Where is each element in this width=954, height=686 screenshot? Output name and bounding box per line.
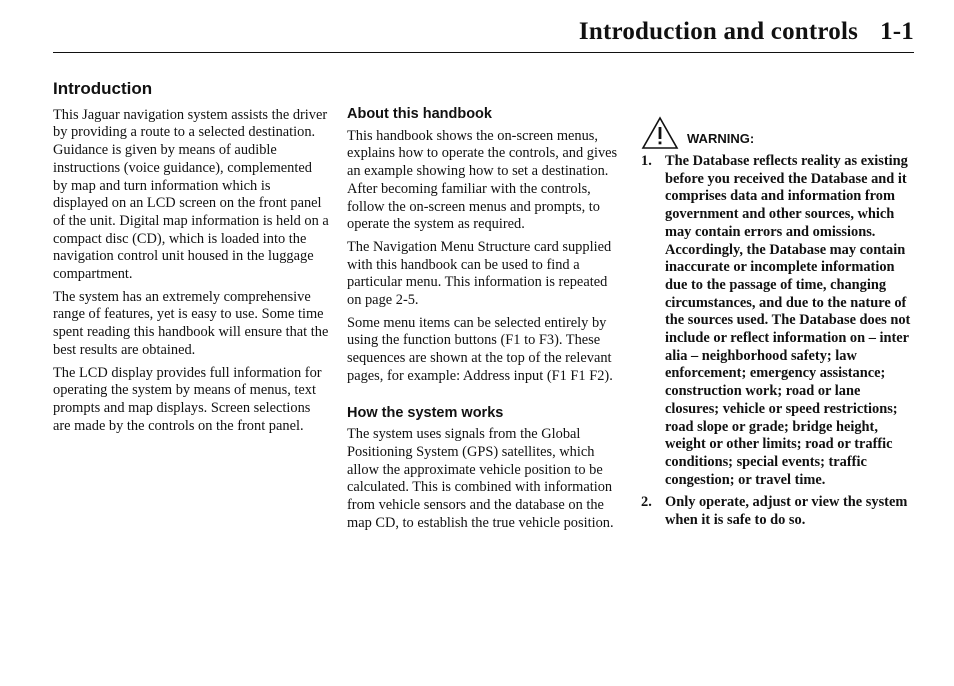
header-rule xyxy=(53,52,914,53)
warning-header xyxy=(641,114,917,150)
sub-heading-how-it-works: How the system works xyxy=(347,404,504,421)
paragraph: The system has an extremely comprehensive range of features, yet is easy to use. Some time spent reading this handbook will ensure that the best results are obtained. xyxy=(53,288,329,358)
warning-triangle-icon xyxy=(641,116,679,150)
warning-list xyxy=(641,153,917,530)
paragraph: This handbook shows the on-screen menus, explains how to operate the controls, and gives an example showing how to set a destination. After becoming familiar with the controls, follow the on-screen menus and prompts, to operate the system as required. xyxy=(347,127,618,233)
paragraph: Some menu items can be selected entirely by using the function buttons (F1 to F3). These sequences are shown at the top of the relevant pages, for example: Address input (F1 F1 F2). xyxy=(347,314,613,384)
page-number: 1-1 xyxy=(880,18,914,45)
list-item-number: 2. xyxy=(641,494,652,511)
paragraph: The LCD display provides full information for operating the system by means of menus, text prompts and map displays. Screen selections are made by the controls on the front panel. xyxy=(53,364,322,434)
sub-heading-about: About this handbook xyxy=(347,106,492,122)
column-introduction xyxy=(53,80,329,440)
page-title: Introduction and controls xyxy=(578,18,859,45)
column-warning xyxy=(641,114,917,535)
paragraph: The system uses signals from the Global Positioning System (GPS) satellites, which allow the approximate vehicle position to be calculated. This is combined with information from vehicle sensors and the database on the map CD, to establish the true vehicle position. xyxy=(347,426,614,531)
section-heading-introduction: Introduction xyxy=(53,79,153,98)
list-item-number: 1. xyxy=(641,153,652,169)
list-item xyxy=(641,494,917,529)
warning-label: WARNING: xyxy=(687,131,755,147)
column-handbook xyxy=(347,106,623,537)
list-item xyxy=(641,153,917,489)
page-header xyxy=(579,18,914,46)
list-item-text: Only operate, adjust or view the system when it is safe to do so. xyxy=(665,494,908,529)
list-item-text: The Database reflects reality as existing before you received the Database and it comprises data and information from government and other sources, which may contain errors and omissions. Accordingly, the Database may contain inaccurate or incomplete information due to the passage of time, changing circumstances, and due to the nature of the sources used. The Database does not include or reflect information on – inter alia – neighborhood safety; law enforcement; emergency assistance; construction work; road or lane closures; vehicle or speed restrictions; road slope or grade; bridge height, weight or other limits; road or traffic conditions; special events; traffic congestion; or travel time. xyxy=(665,153,911,488)
paragraph: The Navigation Menu Structure card supplied with this handbook can be used to find a particular menu. This information is repeated on page 2-5. xyxy=(347,238,612,309)
paragraph: This Jaguar navigation system assists the driver by providing a route to a selected destination. Guidance is given by means of audible instructions (voice guidance), complemented by map and turn information which is displayed on an LCD screen on the front panel of the unit. Digital map information is held on a compact disc (CD), which is loaded into the navigation control unit housed in the luggage compartment. xyxy=(53,106,329,283)
